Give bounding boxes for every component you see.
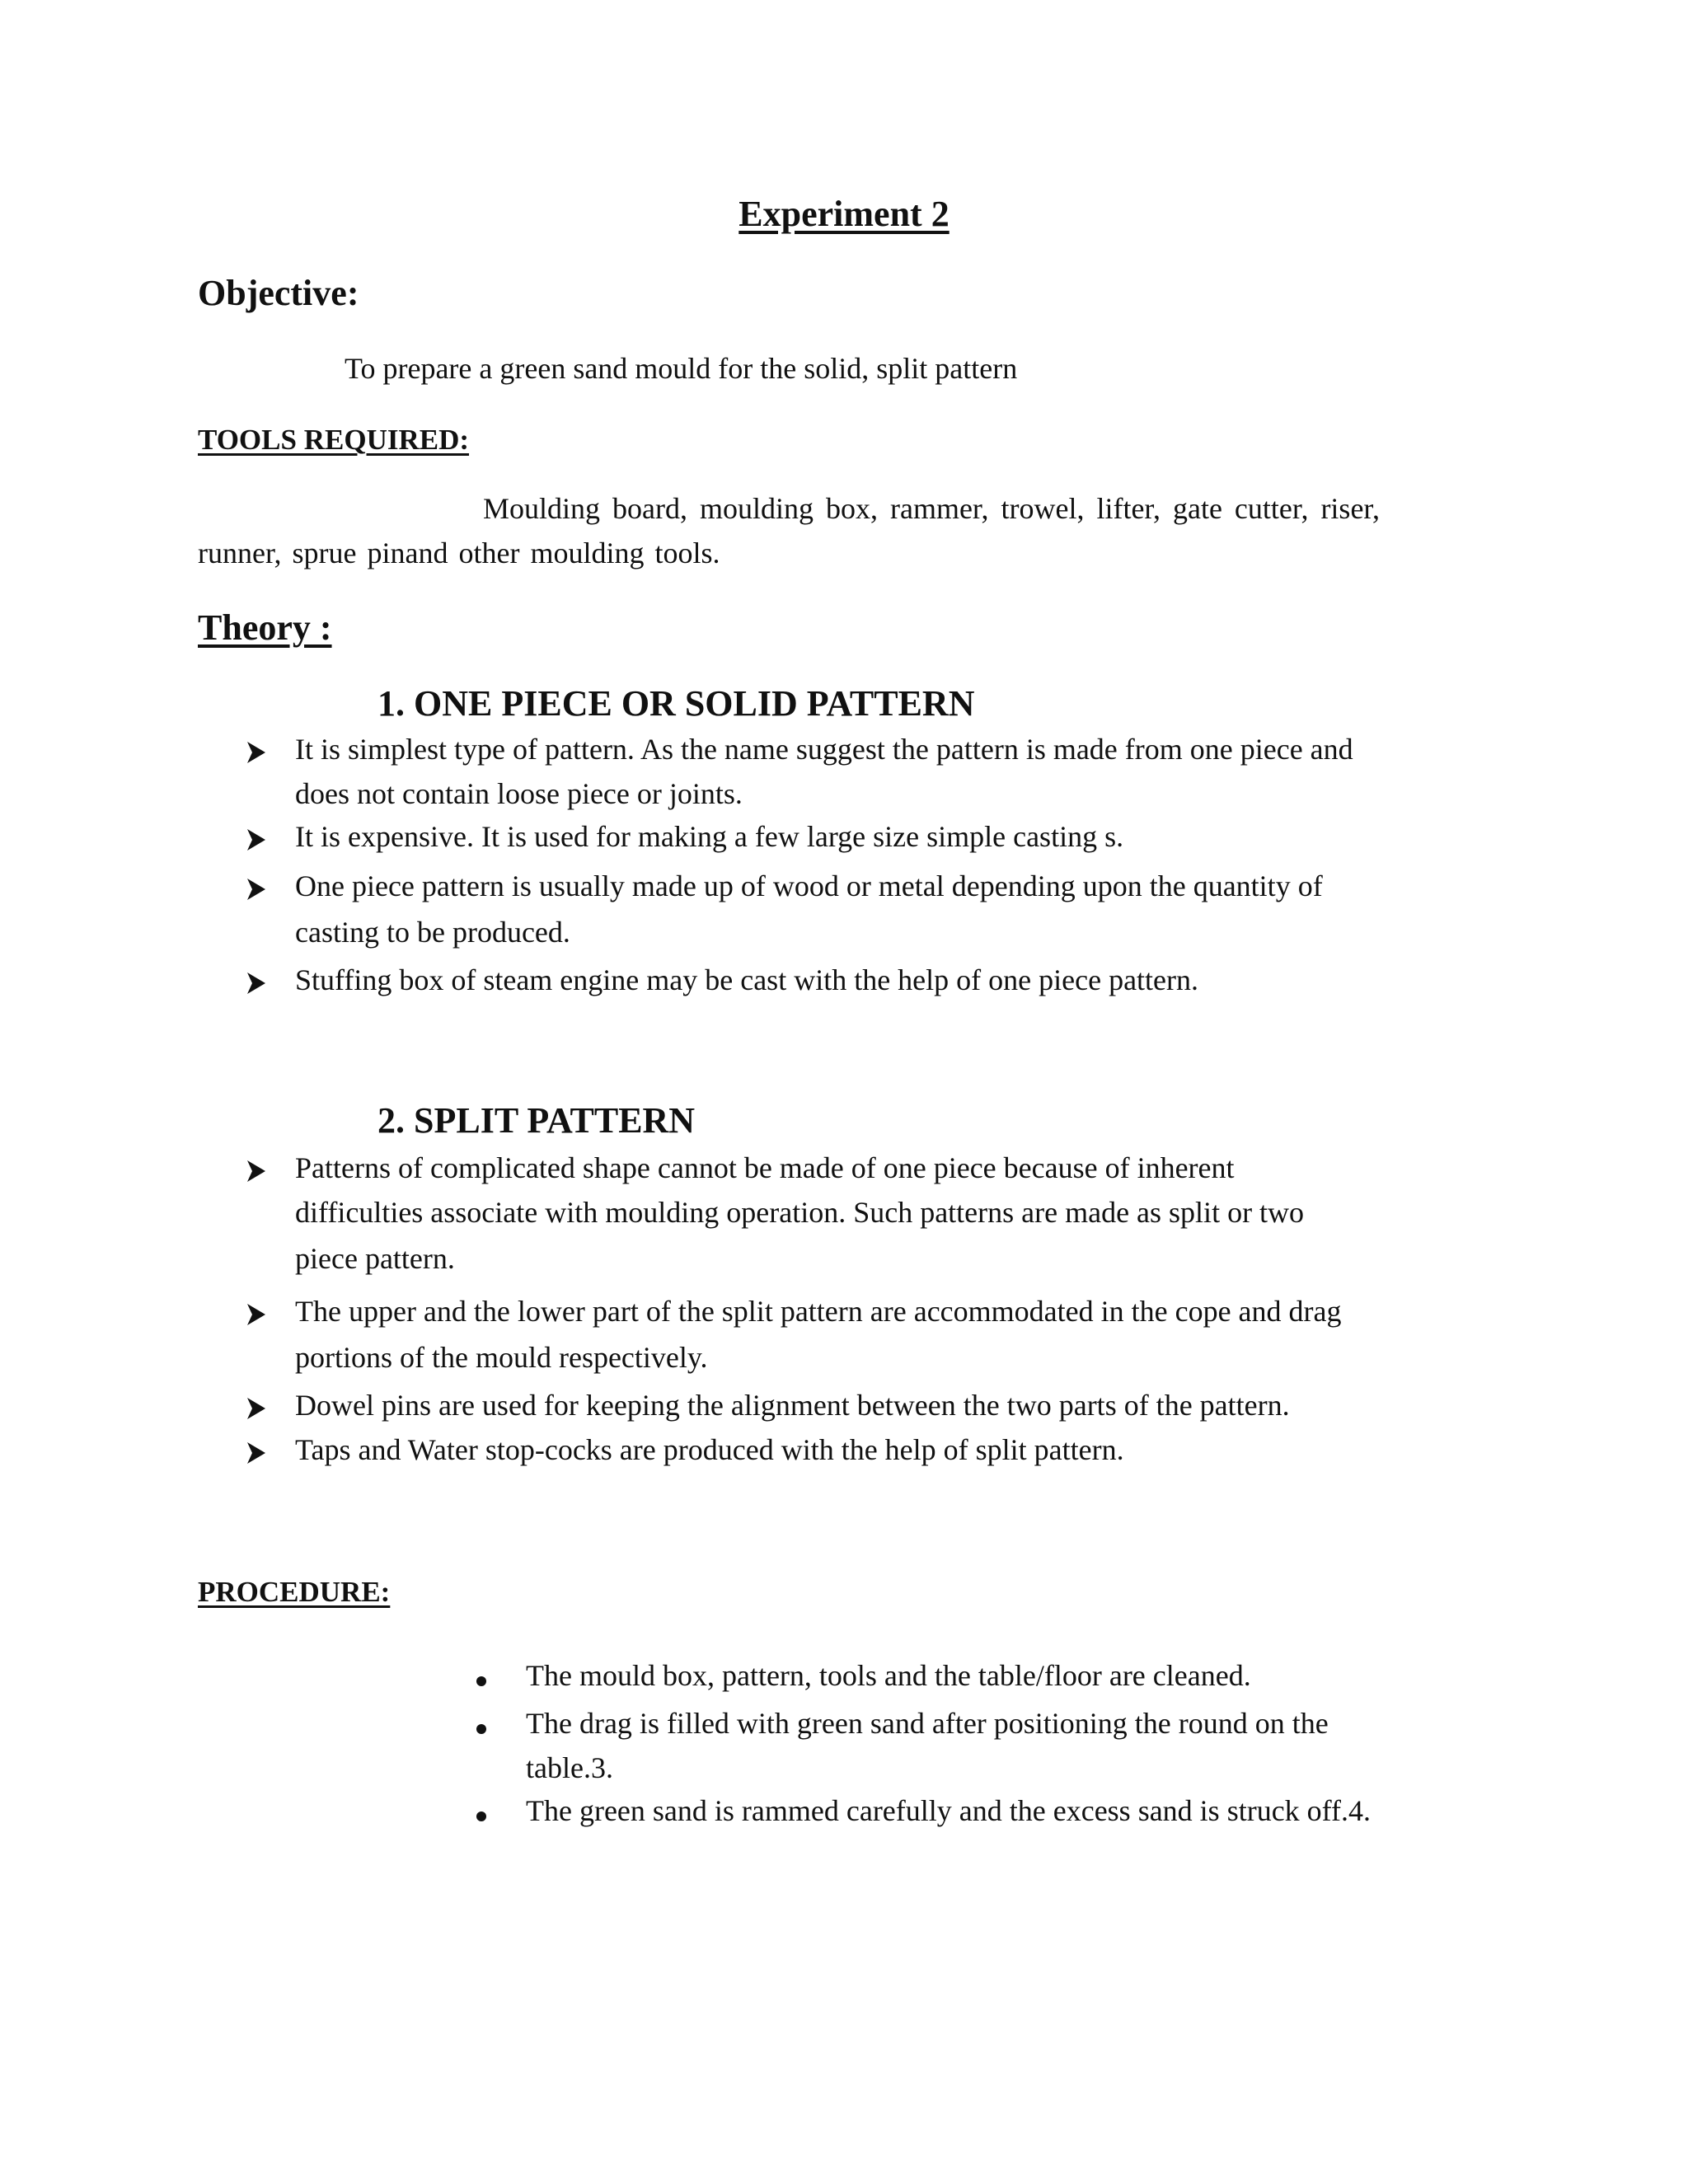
theory-heading: Theory : [198, 607, 332, 648]
tools-text-line: runner, sprue pinand other moulding tools. [198, 537, 720, 569]
bullet-text-line: piece pattern. [295, 1242, 455, 1275]
procedure-step-line: table.3. [526, 1751, 613, 1784]
arrow-bullet-icon [246, 877, 267, 902]
bullet-dot-icon [476, 1676, 486, 1686]
bullet-text-line: Dowel pins are used for keeping the alignment between the two parts of the pattern. [295, 1389, 1290, 1422]
page-title: Experiment 2 [738, 194, 950, 234]
arrow-bullet-icon [246, 827, 267, 852]
bullet-text-line: casting to be produced. [295, 916, 570, 949]
arrow-bullet-icon [246, 740, 267, 765]
objective-heading: Objective: [198, 273, 359, 313]
bullet-text-line: does not contain loose piece or joints. [295, 777, 743, 810]
bullet-text-line: It is expensive. It is used for making a few large size simple casting s. [295, 820, 1124, 853]
bullet-text-line: The upper and the lower part of the split pattern are accommodated in the cope and drag [295, 1295, 1342, 1328]
bullet-dot-icon [476, 1724, 486, 1734]
bullet-dot-icon [476, 1811, 486, 1821]
section-heading-split-pattern: 2. SPLIT PATTERN [377, 1100, 696, 1141]
procedure-step-line: The green sand is rammed carefully and the excess sand is struck off.4. [526, 1794, 1371, 1827]
arrow-bullet-icon [246, 1396, 267, 1421]
bullet-text-line: Patterns of complicated shape cannot be made of one piece because of inherent [295, 1151, 1235, 1184]
bullet-text-line: Taps and Water stop-cocks are produced with the help of split pattern. [295, 1433, 1124, 1466]
objective-text: To prepare a green sand mould for the solid, split pattern [345, 352, 1018, 385]
section-heading-solid-pattern: 1. ONE PIECE OR SOLID PATTERN [377, 683, 975, 724]
tools-heading: TOOLS REQUIRED: [198, 424, 470, 456]
bullet-text-line: It is simplest type of pattern. As the name suggest the pattern is made from one piece and [295, 733, 1353, 766]
arrow-bullet-icon [246, 1441, 267, 1465]
procedure-step-line: The mould box, pattern, tools and the table/floor are cleaned. [526, 1659, 1251, 1692]
bullet-text-line: One piece pattern is usually made up of wood or metal depending upon the quantity of [295, 869, 1323, 902]
procedure-step-line: The drag is filled with green sand after positioning the round on the [526, 1707, 1329, 1740]
procedure-heading: PROCEDURE: [198, 1576, 391, 1608]
bullet-text-line: Stuffing box of steam engine may be cast with the help of one piece pattern. [295, 963, 1199, 996]
arrow-bullet-icon [246, 1302, 267, 1327]
arrow-bullet-icon [246, 971, 267, 996]
tools-text-line: Moulding board, moulding box, rammer, trowel, lifter, gate cutter, riser, [483, 492, 1380, 525]
bullet-text-line: difficulties associate with moulding operation. Such patterns are made as split or two [295, 1196, 1305, 1229]
bullet-text-line: portions of the mould respectively. [295, 1341, 708, 1374]
arrow-bullet-icon [246, 1159, 267, 1183]
